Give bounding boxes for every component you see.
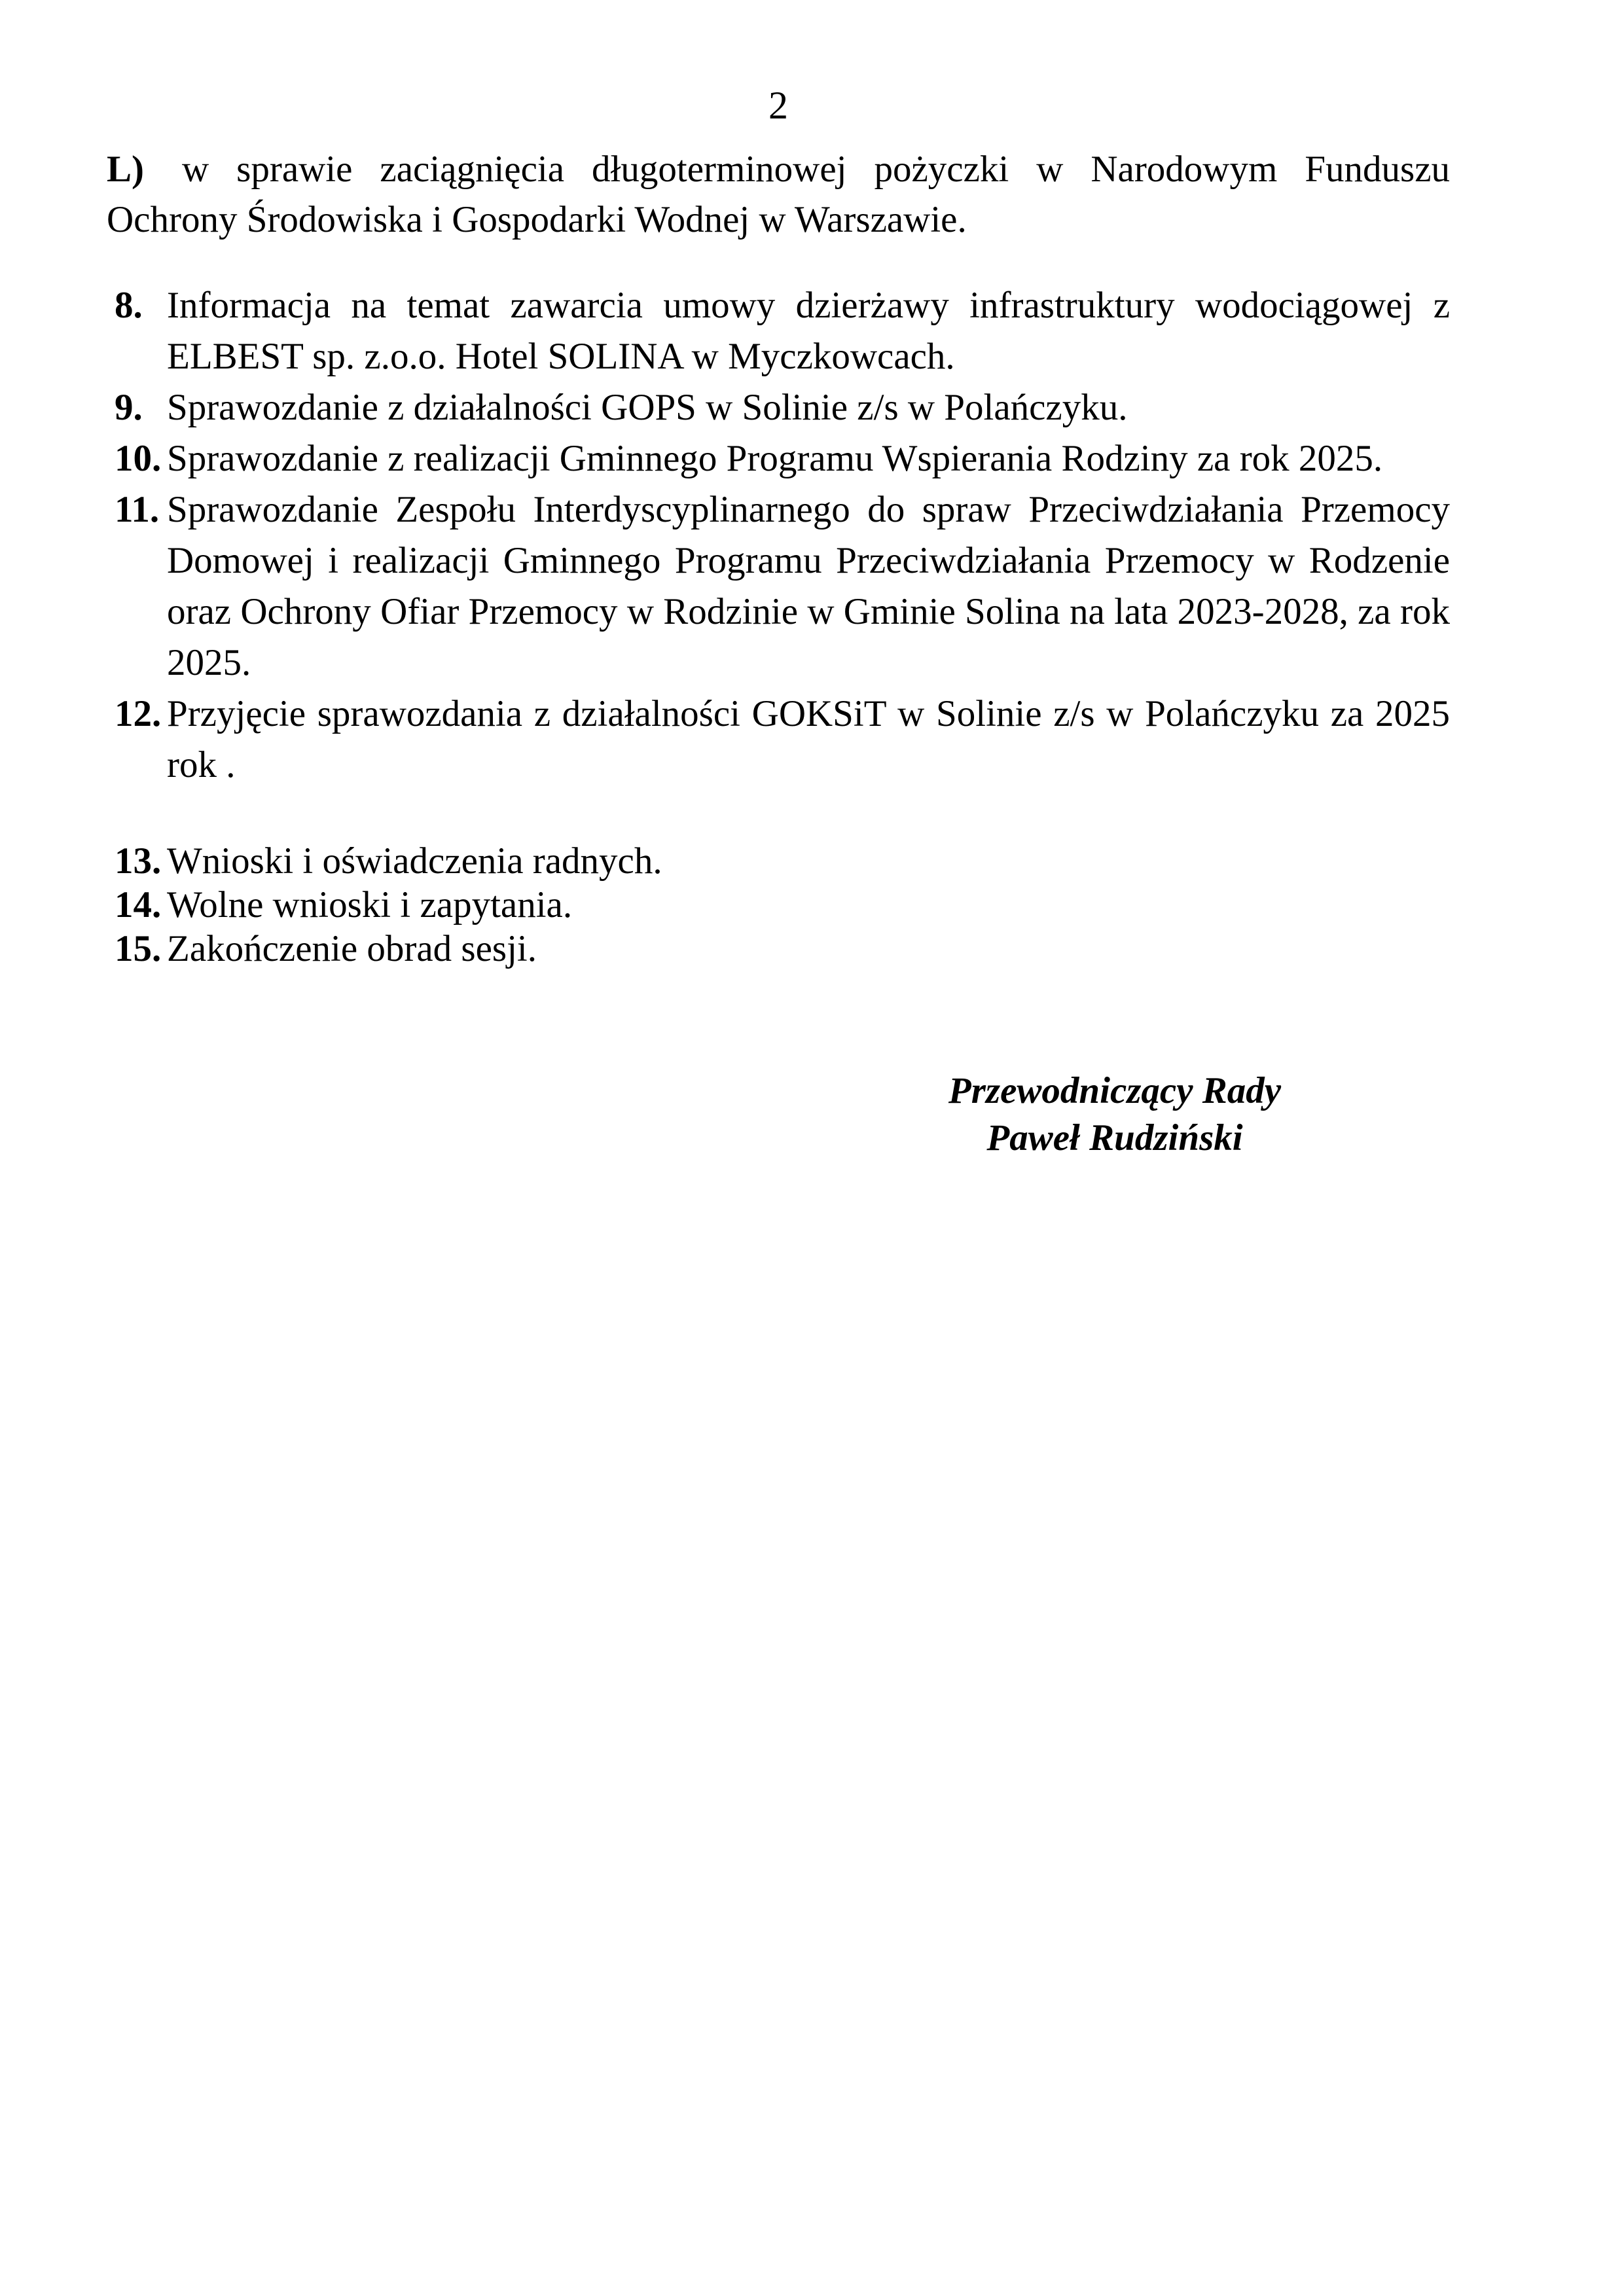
agenda-item-number: 14. bbox=[115, 884, 162, 925]
agenda-item-text: Sprawozdanie z realizacji Gminnego Programu Wspierania Rodziny za rok 2025. bbox=[167, 438, 1383, 479]
agenda-item-text: Wolne wnioski i zapytania. bbox=[167, 884, 573, 925]
page-number: 2 bbox=[768, 84, 788, 127]
agenda-item-number: 13. bbox=[115, 840, 162, 882]
agenda-item-text: Wnioski i oświadczenia radnych. bbox=[167, 840, 662, 882]
agenda-item-text: Zakończenie obrad sesji. bbox=[167, 928, 537, 969]
agenda-item-15 bbox=[107, 927, 1450, 971]
agenda-item-13 bbox=[107, 839, 1450, 883]
agenda-item-text: Przyjęcie sprawozdania z działalności GOKSiT w Solinie z/s w Polańczyku za 2025 rok . bbox=[167, 693, 1450, 785]
agenda-item-text: Informacja na temat zawarcia umowy dzierżawy infrastruktury wodociągowej z ELBEST sp. z.o.o. Hotel SOLINA w Myczkowcach. bbox=[167, 285, 1450, 377]
agenda-item-number: 15. bbox=[115, 928, 162, 969]
agenda-list bbox=[107, 280, 1450, 971]
agenda-item-text: Sprawozdanie z działalności GOPS w Solinie z/s w Polańczyku. bbox=[167, 387, 1128, 428]
agenda-item-10 bbox=[107, 433, 1450, 484]
resolution-subitem-label: L) bbox=[107, 149, 144, 190]
agenda-item-number: 9. bbox=[115, 387, 143, 428]
agenda-item-11 bbox=[107, 484, 1450, 689]
agenda-item-number: 8. bbox=[115, 285, 143, 326]
signature-name: Paweł Rudziński bbox=[986, 1117, 1243, 1158]
agenda-item-number: 10. bbox=[115, 438, 162, 479]
agenda-item-12 bbox=[107, 689, 1450, 791]
agenda-item-number: 12. bbox=[115, 693, 162, 734]
agenda-item-text: Sprawozdanie Zespołu Interdyscyplinarnego do spraw Przeciwdziałania Przemocy Domowej i realizacji Gminnego Programu Przeciwdziałania Przemocy w Rodzenie oraz Ochrony Ofiar Przemocy w Rodzinie w Gminie Solina na lata 2023-2028, za rok 2025. bbox=[167, 489, 1450, 683]
agenda-item-9 bbox=[107, 382, 1450, 433]
signature-title: Przewodniczący Rady bbox=[948, 1070, 1282, 1111]
signature-block bbox=[846, 1067, 1383, 1162]
agenda-item-14 bbox=[107, 883, 1450, 927]
resolution-subitem-L bbox=[107, 144, 1450, 245]
resolution-subitem-text: w sprawie zaciągnięcia długoterminowej pożyczki w Narodowym Funduszu Ochrony Środowiska i Gospodarki Wodnej w Warszawie. bbox=[107, 149, 1450, 240]
agenda-item-8 bbox=[107, 280, 1450, 382]
agenda-item-number: 11. bbox=[115, 489, 160, 530]
